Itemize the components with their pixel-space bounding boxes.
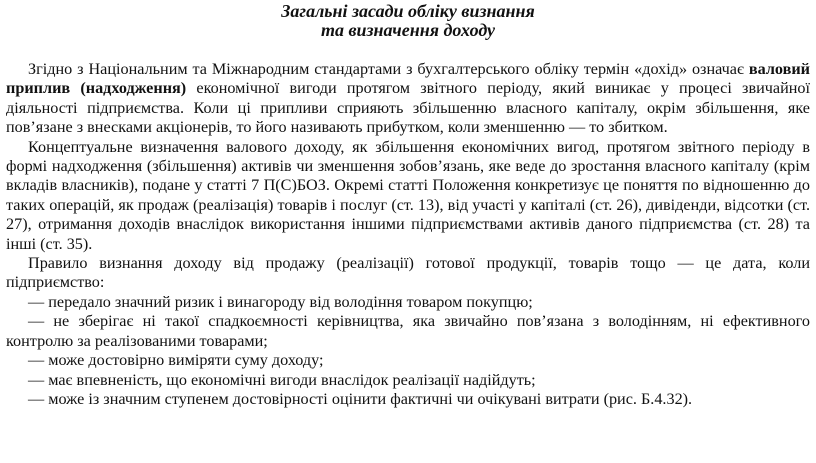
list-item: — може із значним ступенем достовірності оцінити фактичні чи очікувані витрати (рис. Б.4.32). xyxy=(28,389,693,408)
paragraph-conceptual-definition: Концептуальне визначення валового доходу, як збільшення економічних вигод, протягом звітного періоду в формі надходження (збільшення) активів чи зменшення зобов’язань, яке веде до зростання власного капіталу (крім вкладів власників), подане у статті 7 П(С)БОЗ. Окремі статті Положення конкретизує це поняття по відношенню до таких операцій, як продаж (реалізація) товарів і послуг (ст. 13), від участі у капіталі (ст. 26), дивіденди, відсотки (ст. 27), отримання доходів внаслідок використання іншими підприємствами активів даного підприємства (ст. 28) та інші (ст. 35). xyxy=(6,137,810,253)
paragraph-income-definition xyxy=(6,60,810,138)
list-item: — може достовірно виміряти суму доходу; xyxy=(28,351,324,370)
paragraph-recognition-rule: Правило визнання доходу від продажу (реалізації) готової продукції, товарів тощо — це дата, коли підприємство: xyxy=(6,254,810,292)
list-item: — має впевненість, що економічні вигоди внаслідок реалізації надійдуть; xyxy=(28,370,536,389)
title-spacer xyxy=(6,40,810,60)
list-item: — передало значний ризик і винагороду від володіння товаром покупцю; xyxy=(28,292,533,311)
paragraph-income-definition-start: Згідно з Національним та Міжнародним стандартами з бухгалтерського обліку термін «дохід» означає xyxy=(28,60,749,78)
title-line-2: та визначення доходу xyxy=(320,20,496,40)
list-item: — не зберігає ні такої спадкоємності керівництва, яка звичайно пов’язана з володінням, ні ефективного контролю за реалізованими товарами; xyxy=(6,312,810,350)
key-term: валовий приплив (надходження) xyxy=(6,60,810,98)
document-body xyxy=(6,60,810,409)
paragraph-income-definition-end: економічної вигоди протягом звітного періоду, який виникає у процесі звичайної діяльності підприємства. Коли ці припливи сприяють збільшенню власного капіталу, окрім збільшення, яке пов’язане з внесками акціонерів, то його називають прибутком, коли зменшенню — то збитком. xyxy=(6,79,810,137)
title-line-1: Загальні засади обліку визнання xyxy=(281,1,535,21)
